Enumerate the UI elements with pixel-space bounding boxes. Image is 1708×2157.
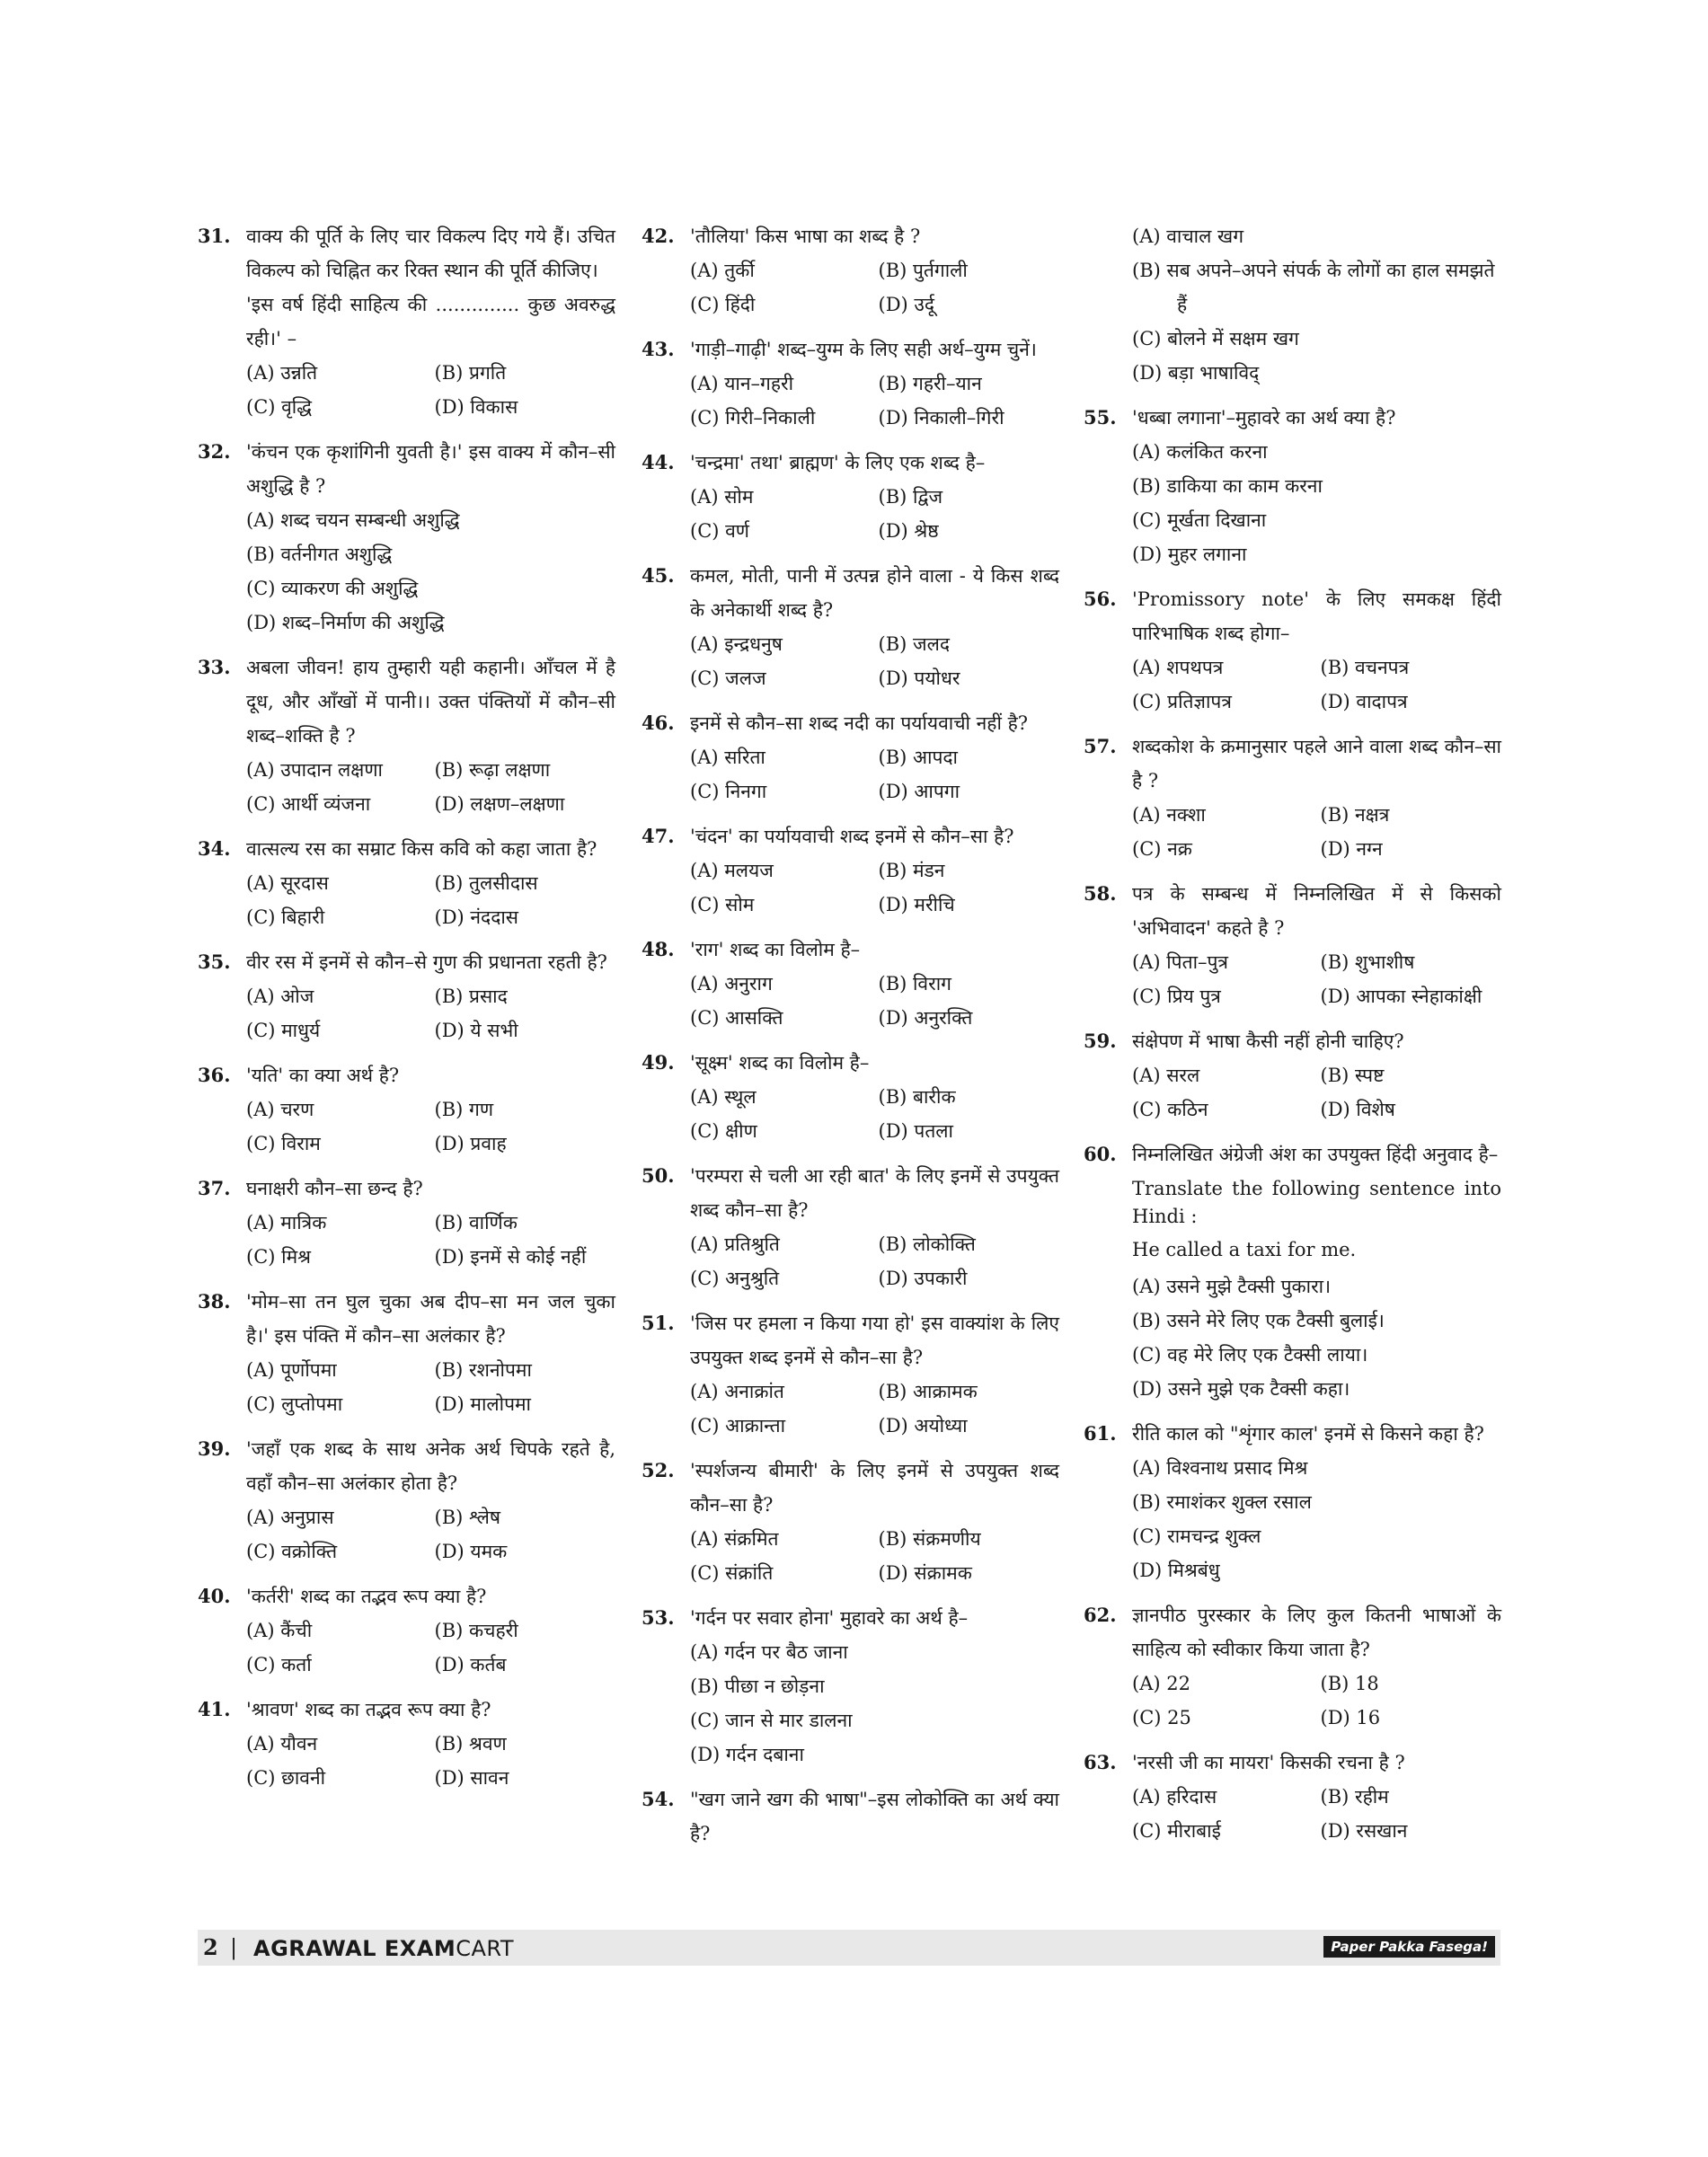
question-text: इनमें से कौन–सा शब्द नदी का पर्यायवाची नहीं है? bbox=[690, 712, 1028, 734]
question-number: 59. bbox=[1084, 1030, 1117, 1052]
option-b: (B) संक्रमणीय bbox=[878, 1528, 981, 1550]
question-sentence: 'इस वर्ष हिंदी साहित्य की .............. कुछ अवरुद्ध रही।' – bbox=[246, 294, 615, 349]
question-text: "खग जाने खग की भाषा"–इस लोकोक्ति का अर्थ क्या है? bbox=[690, 1789, 1059, 1844]
option-d: (D) सावन bbox=[434, 1767, 509, 1789]
option-d: (D) विकास bbox=[434, 396, 518, 418]
question-text: घनाक्षरी कौन–सा छन्द है? bbox=[246, 1178, 423, 1199]
question-text: 'स्पर्शजन्य बीमारी' के लिए इनमें से उपयुक्त शब्द कौन–सा है? bbox=[690, 1460, 1059, 1516]
option-b: (B) स्पष्ट bbox=[1320, 1065, 1385, 1086]
option-a: (A) उपादान लक्षणा bbox=[246, 759, 383, 781]
option-c: (C) लुप्तोपमा bbox=[246, 1393, 343, 1415]
question-number: 35. bbox=[198, 950, 231, 973]
option-b: (B) आक्रामक bbox=[878, 1381, 978, 1402]
question-text: 'परम्परा से चली आ रही बात' के लिए इनमें से उपयुक्त शब्द कौन–सा है? bbox=[690, 1165, 1059, 1221]
question-number: 34. bbox=[198, 837, 231, 860]
page-footer bbox=[198, 1930, 1500, 1966]
option-b: (B) रहीम bbox=[1320, 1786, 1389, 1808]
option-a: (A) 22 bbox=[1132, 1673, 1190, 1694]
option-b: (B) गहरी–यान bbox=[878, 373, 982, 394]
option-b: (B) श्लेष bbox=[434, 1507, 501, 1528]
question-text: 'मोम–सा तन घुल चुका अब दीप–सा मन जल चुका है।' इस पंक्ति में कौन–सा अलंकार है? bbox=[246, 1291, 615, 1347]
question-56 bbox=[1084, 582, 1501, 719]
question-52 bbox=[642, 1454, 1059, 1590]
question-text: 'चन्द्रमा' तथा' ब्राह्मण' के लिए एक शब्द है– bbox=[690, 452, 986, 473]
question-number: 54. bbox=[642, 1788, 675, 1810]
question-number: 52. bbox=[642, 1459, 675, 1481]
option-d: (D) नंददास bbox=[434, 906, 518, 928]
question-38 bbox=[198, 1285, 615, 1421]
question-text: 'राग' शब्द का विलोम है– bbox=[690, 939, 861, 960]
question-text: 'गाड़ी–गाढ़ी' शब्द–युग्म के लिए सही अर्थ–युग्म चुनें। bbox=[690, 339, 1037, 360]
question-49 bbox=[642, 1046, 1059, 1148]
option-d: (D) अनुरक्ति bbox=[878, 1007, 973, 1029]
option-b: (B) 18 bbox=[1320, 1673, 1379, 1694]
option-d: (D) पयोधर bbox=[878, 667, 960, 689]
option-c: (C) गिरी–निकाली bbox=[690, 407, 816, 429]
question-43 bbox=[642, 332, 1059, 435]
option-a: (A) शपथपत्र bbox=[1132, 657, 1224, 678]
option-d: (D) नग्न bbox=[1320, 838, 1383, 860]
option-b: (B) वार्णिक bbox=[434, 1212, 518, 1233]
option-d: (D) आपगा bbox=[878, 781, 960, 802]
option-a: (A) कलंकित करना bbox=[1132, 441, 1268, 463]
question-31 bbox=[198, 219, 615, 424]
option-b: (B) पुर्तगाली bbox=[878, 260, 968, 281]
question-text: 'कर्तरी' शब्द का तद्भव रूप क्या है? bbox=[246, 1586, 487, 1607]
question-number: 48. bbox=[642, 938, 675, 960]
option-a: (A) इन्द्रधनुष bbox=[690, 633, 783, 655]
question-number: 57. bbox=[1084, 735, 1117, 757]
question-text: 'सूक्ष्म' शब्द का विलोम है– bbox=[690, 1052, 870, 1074]
option-d: (D) मरीचि bbox=[878, 894, 955, 915]
question-48 bbox=[642, 933, 1059, 1035]
option-c: (C) बिहारी bbox=[246, 906, 325, 928]
question-54-options bbox=[1084, 219, 1501, 390]
question-33 bbox=[198, 650, 615, 821]
option-c: (C) कर्ता bbox=[246, 1654, 312, 1675]
question-text: शब्दकोश के क्रमानुसार पहले आने वाला शब्द कौन–सा है ? bbox=[1132, 736, 1501, 791]
question-61 bbox=[1084, 1417, 1501, 1587]
option-c: (C) अनुश्रुति bbox=[690, 1268, 780, 1289]
option-a: (A) सरिता bbox=[690, 747, 766, 768]
question-54 bbox=[642, 1782, 1059, 1851]
question-62 bbox=[1084, 1598, 1501, 1735]
question-36 bbox=[198, 1058, 615, 1161]
option-b: (B) आपदा bbox=[878, 747, 958, 768]
question-41 bbox=[198, 1693, 615, 1795]
option-b: (B) उसने मेरे लिए एक टैक्सी बुलाई। bbox=[1132, 1310, 1385, 1331]
question-57 bbox=[1084, 729, 1501, 866]
question-51 bbox=[642, 1306, 1059, 1443]
question-number: 33. bbox=[198, 656, 231, 678]
question-text: वीर रस में इनमें से कौन–से गुण की प्रधानता रहती है? bbox=[246, 951, 607, 973]
option-c: (C) व्याकरण की अशुद्धि bbox=[246, 578, 419, 599]
column-right bbox=[1084, 219, 1501, 1859]
question-number: 50. bbox=[642, 1164, 675, 1187]
option-c: (C) आसक्ति bbox=[690, 1007, 783, 1029]
option-c: (C) विराम bbox=[246, 1133, 321, 1154]
option-c: (C) प्रतिज्ञापत्र bbox=[1132, 691, 1232, 712]
option-c: (C) वक्रोक्ति bbox=[246, 1541, 338, 1562]
option-b: (B) तुलसीदास bbox=[434, 872, 538, 894]
option-d: (D) आपका स्नेहाकांक्षी bbox=[1320, 986, 1482, 1007]
option-d: (D) संक्रामक bbox=[878, 1562, 972, 1584]
option-a: (A) पूर्णोपमा bbox=[246, 1359, 337, 1381]
option-c: (C) मीराबाई bbox=[1132, 1820, 1221, 1842]
question-number: 49. bbox=[642, 1051, 675, 1074]
question-text: निम्नलिखित अंग्रेजी अंश का उपयुक्त हिंदी अनुवाद है– bbox=[1132, 1144, 1499, 1165]
question-number: 36. bbox=[198, 1064, 231, 1086]
question-number: 46. bbox=[642, 712, 675, 734]
option-c: (C) प्रिय पुत्र bbox=[1132, 986, 1221, 1007]
option-a: (A) यान–गहरी bbox=[690, 373, 794, 394]
question-50 bbox=[642, 1159, 1059, 1295]
question-text: वाक्य की पूर्ति के लिए चार विकल्प दिए गये हैं। उचित विकल्प को चिह्नित कर रिक्त स्थान की पूर्ति कीजिए। bbox=[246, 225, 615, 281]
question-number: 41. bbox=[198, 1698, 231, 1720]
option-d: (D) मालोपमा bbox=[434, 1393, 531, 1415]
option-d: (D) मुहर लगाना bbox=[1132, 544, 1247, 565]
option-a: (A) विश्वनाथ प्रसाद मिश्र bbox=[1132, 1457, 1308, 1479]
question-number: 58. bbox=[1084, 882, 1117, 905]
brand-text-cart: CART bbox=[456, 1936, 515, 1961]
question-40 bbox=[198, 1579, 615, 1682]
option-d: (D) उपकारी bbox=[878, 1268, 968, 1289]
question-number: 47. bbox=[642, 825, 675, 847]
question-number: 60. bbox=[1084, 1143, 1117, 1165]
option-c: (C) बोलने में सक्षम खग bbox=[1132, 328, 1299, 349]
option-a: (A) प्रतिश्रुति bbox=[690, 1233, 780, 1255]
question-text: 'चंदन' का पर्यायवाची शब्द इनमें से कौन–सा है? bbox=[690, 826, 1014, 847]
option-a: (A) गर्दन पर बैठ जाना bbox=[690, 1641, 848, 1663]
option-c: (C) छावनी bbox=[246, 1767, 326, 1789]
option-b: (B) रमाशंकर शुक्ल रसाल bbox=[1132, 1491, 1312, 1513]
option-b: (B) सब अपने–अपने संपर्क के लोगों का हाल समझते हैं bbox=[1132, 260, 1495, 315]
option-d: (D) 16 bbox=[1320, 1707, 1381, 1728]
option-c: (C) रामचन्द्र शुक्ल bbox=[1132, 1525, 1261, 1547]
option-a: (A) संक्रमित bbox=[690, 1528, 779, 1550]
question-text: संक्षेपण में भाषा कैसी नहीं होनी चाहिए? bbox=[1132, 1030, 1404, 1052]
question-number: 63. bbox=[1084, 1751, 1117, 1773]
option-a: (A) मात्रिक bbox=[246, 1212, 327, 1233]
option-d: (D) उर्दू bbox=[878, 294, 935, 315]
question-59 bbox=[1084, 1024, 1501, 1127]
option-d: (D) गर्दन दबाना bbox=[690, 1744, 804, 1765]
option-a: (A) नक्शा bbox=[1132, 804, 1206, 826]
question-63 bbox=[1084, 1746, 1501, 1848]
question-47 bbox=[642, 819, 1059, 922]
question-55 bbox=[1084, 401, 1501, 571]
option-b: (B) बारीक bbox=[878, 1086, 956, 1108]
option-a: (A) अनुराग bbox=[690, 973, 773, 995]
option-d: (D) उसने मुझे एक टैक्सी कहा। bbox=[1132, 1378, 1350, 1400]
option-d: (D) प्रवाह bbox=[434, 1133, 507, 1154]
option-d: (D) ये सभी bbox=[434, 1020, 518, 1041]
brand-logo bbox=[253, 1934, 514, 1963]
question-text: रीति काल को "शृंगार काल' इनमें से किसने कहा है? bbox=[1132, 1423, 1484, 1445]
option-a: (A) अनाक्रांत bbox=[690, 1381, 784, 1402]
option-a: (A) सरल bbox=[1132, 1065, 1200, 1086]
option-b: (B) प्रसाद bbox=[434, 986, 508, 1007]
option-d: (D) शब्द–निर्माण की अशुद्धि bbox=[246, 612, 445, 633]
question-text: 'जहाँ एक शब्द के साथ अनेक अर्थ चिपके रहते है, वहाँ कौन–सा अलंकार होता है? bbox=[246, 1438, 615, 1494]
option-b: (B) वचनपत्र bbox=[1320, 657, 1410, 678]
option-c: (C) मिश्र bbox=[246, 1246, 311, 1268]
column-left bbox=[198, 219, 615, 1806]
option-d: (D) अयोध्या bbox=[878, 1415, 968, 1437]
question-number: 31. bbox=[198, 225, 231, 247]
question-number: 61. bbox=[1084, 1422, 1117, 1445]
option-a: (A) सूरदास bbox=[246, 872, 329, 894]
option-c: (C) आर्थी व्यंजना bbox=[246, 793, 371, 815]
option-b: (B) वर्तनीगत अशुद्धि bbox=[246, 544, 393, 565]
question-44 bbox=[642, 446, 1059, 548]
question-text: 'जिस पर हमला न किया गया हो' इस वाक्यांश के लिए उपयुक्त शब्द इनमें से कौन–सा है? bbox=[690, 1313, 1059, 1368]
question-text: 'Promissory note' के लिए समकक्ष हिंदी पारिभाषिक शब्द होगा– bbox=[1132, 588, 1501, 644]
option-c: (C) वह मेरे लिए एक टैक्सी लाया। bbox=[1132, 1344, 1368, 1366]
question-text: ज्ञानपीठ पुरस्कार के लिए कुल कितनी भाषाओं के साहित्य को स्वीकार किया जाता है? bbox=[1132, 1604, 1501, 1660]
option-d: (D) यमक bbox=[434, 1541, 508, 1562]
question-number: 32. bbox=[198, 440, 231, 463]
option-a: (A) कैंची bbox=[246, 1620, 313, 1641]
option-a: (A) अनुप्रास bbox=[246, 1507, 334, 1528]
question-number: 37. bbox=[198, 1177, 231, 1199]
option-a: (A) यौवन bbox=[246, 1733, 318, 1755]
question-text: वात्सल्य रस का सम्राट किस कवि को कहा जाता है? bbox=[246, 838, 597, 860]
option-b: (B) प्रगति bbox=[434, 362, 507, 384]
option-b: (B) डाकिया का काम करना bbox=[1132, 475, 1323, 497]
option-d: (D) निकाली–गिरी bbox=[878, 407, 1004, 429]
option-c: (C) संक्रांति bbox=[690, 1562, 774, 1584]
option-c: (C) वृद्धि bbox=[246, 396, 313, 418]
option-b: (B) गण bbox=[434, 1099, 493, 1120]
english-sentence: He called a taxi for me. bbox=[1132, 1239, 1357, 1260]
option-c: (C) माधुर्य bbox=[246, 1020, 321, 1041]
question-39 bbox=[198, 1432, 615, 1569]
option-b: (B) रूढ़ा लक्षणा bbox=[434, 759, 551, 781]
question-34 bbox=[198, 832, 615, 934]
option-a: (A) पिता–पुत्र bbox=[1132, 951, 1229, 973]
question-text: अबला जीवन! हाय तुम्हारी यही कहानी। आँचल में है दूध, और आँखों में पानी।। उक्त पंक्तियों में कौन–सी शब्द–शक्ति है ? bbox=[246, 657, 615, 747]
question-text: 'तौलिया' किस भाषा का शब्द है ? bbox=[690, 225, 921, 247]
brand-text-e: E bbox=[384, 1936, 400, 1961]
option-c: (C) कठिन bbox=[1132, 1099, 1208, 1120]
option-a: (A) मलयज bbox=[690, 860, 774, 881]
option-a: (A) शब्द चयन सम्बन्धी अशुद्धि bbox=[246, 509, 460, 531]
question-text: 'कंचन एक कृशांगिनी युवती है।' इस वाक्य में कौन–सी अशुद्धि है ? bbox=[246, 441, 615, 497]
question-number: 38. bbox=[198, 1290, 231, 1313]
option-d: (D) लक्षण–लक्षणा bbox=[434, 793, 565, 815]
option-c: (C) जलज bbox=[690, 667, 766, 689]
question-number: 45. bbox=[642, 564, 675, 587]
question-number: 43. bbox=[642, 338, 675, 360]
question-text: 'नरसी जी का मायरा' किसकी रचना है ? bbox=[1132, 1752, 1405, 1773]
option-b: (B) जलद bbox=[878, 633, 950, 655]
option-a: (A) चरण bbox=[246, 1099, 314, 1120]
option-c: (C) आक्रान्ता bbox=[690, 1415, 786, 1437]
question-number: 62. bbox=[1084, 1604, 1117, 1626]
option-c: (C) सोम bbox=[690, 894, 755, 915]
option-c: (C) जान से मार डालना bbox=[690, 1710, 853, 1731]
option-b: (B) शुभाशीष bbox=[1320, 951, 1415, 973]
option-a: (A) सोम bbox=[690, 486, 754, 508]
footer-separator: | bbox=[230, 1935, 238, 1960]
option-a: (A) हरिदास bbox=[1132, 1786, 1217, 1808]
option-d: (D) विशेष bbox=[1320, 1099, 1395, 1120]
question-number: 40. bbox=[198, 1585, 231, 1607]
question-number: 55. bbox=[1084, 406, 1117, 429]
option-b: (B) विराग bbox=[878, 973, 951, 995]
option-b: (B) श्रवण bbox=[434, 1733, 507, 1755]
option-a: (A) उसने मुझे टैक्सी पुकारा। bbox=[1132, 1276, 1332, 1297]
option-c: (C) हिंदी bbox=[690, 294, 756, 315]
option-c: (C) नक्र bbox=[1132, 838, 1192, 860]
question-text: 'गर्दन पर सवार होना' मुहावरे का अर्थ है– bbox=[690, 1607, 969, 1629]
brand-text-xam: XAM bbox=[399, 1936, 456, 1961]
option-d: (D) कर्तब bbox=[434, 1654, 507, 1675]
question-text: कमल, मोती, पानी में उत्पन्न होने वाला - ये किस शब्द के अनेकार्थी शब्द है? bbox=[690, 565, 1059, 621]
question-53 bbox=[642, 1601, 1059, 1772]
option-b: (B) लोकोक्ति bbox=[878, 1233, 976, 1255]
question-text: 'यति' का क्या अर्थ है? bbox=[246, 1065, 400, 1086]
question-number: 56. bbox=[1084, 588, 1117, 610]
question-37 bbox=[198, 1171, 615, 1274]
question-42 bbox=[642, 219, 1059, 322]
option-a: (A) वाचाल खग bbox=[1132, 225, 1244, 247]
option-c: (C) मूर्खता दिखाना bbox=[1132, 509, 1267, 531]
option-a: (A) उन्नति bbox=[246, 362, 318, 384]
question-text: 'धब्बा लगाना'–मुहावरे का अर्थ क्या है? bbox=[1132, 407, 1396, 429]
question-number: 44. bbox=[642, 451, 675, 473]
english-instruction: Translate the following sentence into Hindi : bbox=[1132, 1178, 1501, 1227]
option-d: (D) रसखान bbox=[1320, 1820, 1408, 1842]
option-b: (B) नक्षत्र bbox=[1320, 804, 1390, 826]
question-45 bbox=[642, 559, 1059, 695]
option-d: (D) मिश्रबंधु bbox=[1132, 1560, 1220, 1581]
question-60 bbox=[1084, 1137, 1501, 1406]
option-b: (B) द्विज bbox=[878, 486, 943, 508]
option-a: (A) स्थूल bbox=[690, 1086, 757, 1108]
option-d: (D) श्रेष्ठ bbox=[878, 520, 939, 542]
option-c: (C) 25 bbox=[1132, 1707, 1191, 1728]
option-b: (B) मंडन bbox=[878, 860, 945, 881]
option-d: (D) पतला bbox=[878, 1120, 953, 1142]
option-d: (D) बड़ा भाषाविद् bbox=[1132, 362, 1260, 384]
page-number: 2 bbox=[203, 1934, 218, 1960]
option-d: (D) वादापत्र bbox=[1320, 691, 1408, 712]
question-number: 39. bbox=[198, 1437, 231, 1460]
question-35 bbox=[198, 945, 615, 1048]
question-32 bbox=[198, 435, 615, 640]
question-number: 51. bbox=[642, 1312, 675, 1334]
option-b: (B) पीछा न छोड़ना bbox=[690, 1675, 825, 1697]
question-number: 53. bbox=[642, 1606, 675, 1629]
question-text: 'श्रावण' शब्द का तद्भव रूप क्या है? bbox=[246, 1699, 491, 1720]
question-58 bbox=[1084, 877, 1501, 1013]
question-text: पत्र के सम्बन्ध में निम्नलिखित में से किसको 'अभिवादन' कहते है ? bbox=[1132, 883, 1501, 939]
question-46 bbox=[642, 706, 1059, 809]
option-a: (A) ओज bbox=[246, 986, 314, 1007]
option-c: (C) वर्ण bbox=[690, 520, 749, 542]
option-c: (C) क्षीण bbox=[690, 1120, 757, 1142]
brand-text-agrawal: AGRAWAL bbox=[253, 1936, 385, 1961]
question-number: 42. bbox=[642, 225, 675, 247]
option-a: (A) तुर्की bbox=[690, 260, 755, 281]
option-c: (C) निनगा bbox=[690, 781, 767, 802]
column-middle bbox=[642, 219, 1059, 1861]
option-b: (B) कचहरी bbox=[434, 1620, 518, 1641]
tagline-badge: Paper Pakka Fasega! bbox=[1323, 1936, 1495, 1958]
option-d: (D) इनमें से कोई नहीं bbox=[434, 1246, 587, 1268]
option-b: (B) रशनोपमा bbox=[434, 1359, 532, 1381]
